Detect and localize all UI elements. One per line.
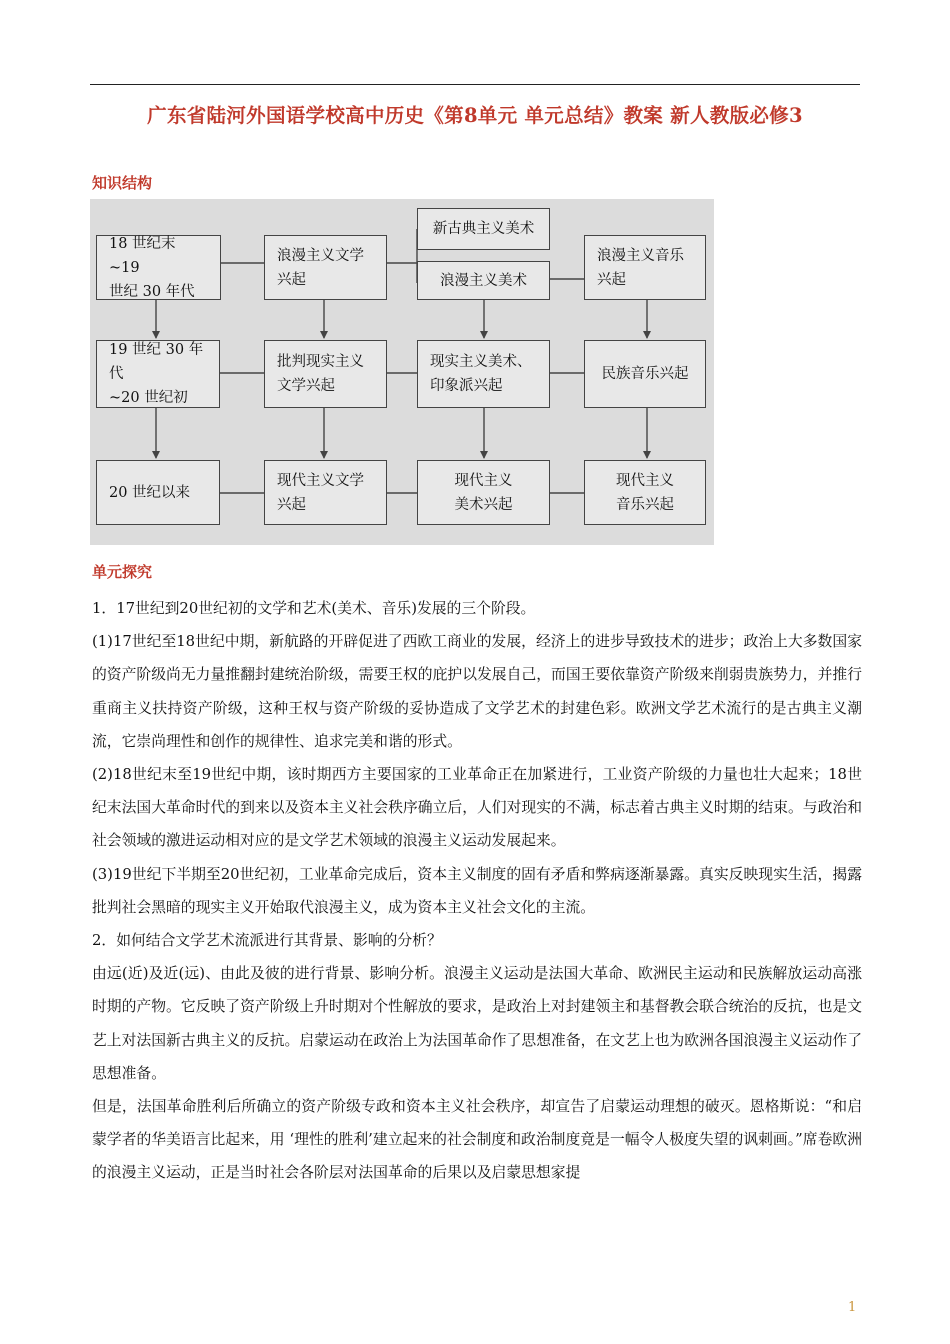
node-literature-critical-realism: 批判现实主义 文学兴起 bbox=[264, 340, 387, 408]
knowledge-structure-diagram bbox=[90, 199, 714, 545]
paragraph: 1．17世纪到20世纪初的文学和艺术(美术、音乐)发展的三个阶段。 bbox=[92, 600, 536, 617]
paragraph: 由远(近)及近(远)、由此及彼的进行背景、影响分析。浪漫主义运动是法国大革命、欧洲民主运动和民族解放运动高涨时期的产物。它反映了资产阶级上升时期对个性解放的要求，是政治上对封建领主和基督教会联合统治的反抗，也是文艺上对法国新古典主义的反抗。启蒙运动在政治上为法国革命作了思想准备，在文艺上也为欧洲各国浪漫主义运动作了思想准备。 bbox=[92, 965, 862, 1082]
node-art-neoclassicism: 新古典主义美术 bbox=[417, 208, 550, 250]
node-music-modernism: 现代主义 音乐兴起 bbox=[584, 460, 706, 525]
paragraph: 2．如何结合文学艺术流派进行其背景、影响的分析？ bbox=[92, 932, 442, 950]
section-heading-unit-exploration: 单元探究 bbox=[92, 563, 153, 581]
node-period-3: 20 世纪以来 bbox=[96, 460, 220, 525]
page-number: 1 bbox=[848, 1300, 857, 1315]
node-literature-modernism: 现代主义文学 兴起 bbox=[264, 460, 387, 525]
node-music-national: 民族音乐兴起 bbox=[584, 340, 706, 408]
node-art-romanticism: 浪漫主义美术 bbox=[417, 261, 550, 300]
header-rule bbox=[90, 84, 860, 85]
paragraph: (3)19世纪下半期至20世纪初，工业革命完成后，资本主义制度的固有矛盾和弊病逐渐暴露。真实反映现实生活，揭露批判社会黑暗的现实主义开始取代浪漫主义，成为资本主义社会文化的主流。 bbox=[92, 865, 862, 916]
paragraph: (2)18世纪末至19世纪中期，该时期西方主要国家的工业革命正在加紧进行，工业资产阶级的力量也壮大起来；18世纪末法国大革命时代的到来以及资本主义社会秩序确立后，人们对现实的不满，标志着古典主义时期的结束。与政治和社会领域的激进运动相对应的是文学艺术领域的浪漫主义运动发展起来。 bbox=[92, 766, 862, 850]
body-text bbox=[92, 592, 862, 1190]
node-period-2: 19 世纪 30 年代 ~20 世纪初 bbox=[96, 340, 220, 408]
document-title: 广东省陆河外国语学校高中历史《第8单元 单元总结》教案 新人教版必修3 bbox=[147, 104, 803, 127]
paragraph: (1)17世纪至18世纪中期，新航路的开辟促进了西欧工商业的发展，经济上的进步导致技术的进步；政治上大多数国家的资产阶级尚无力量推翻封建统治阶级，需要王权的庇护以发展自己，而国王要依靠资产阶级来削弱贵族势力，并推行重商主义扶持资产阶级，这种王权与资产阶级的妥协造成了文学艺术的封建色彩。欧洲文学艺术流行的是古典主义潮流，它崇尚理性和创作的规律性、追求完美和谐的形式。 bbox=[92, 633, 862, 750]
node-art-realism-impressionism: 现实主义美术、 印象派兴起 bbox=[417, 340, 550, 408]
section-heading-knowledge-structure: 知识结构 bbox=[92, 174, 153, 192]
paragraph: 但是，法国革命胜利后所确立的资产阶级专政和资本主义社会秩序，却宣告了启蒙运动理想的破灭。恩格斯说：“和启蒙学者的华美语言比起来，用 ‘理性的胜利’建立起来的社会制度和政治制度竟是一幅令人极度失望的讽刺画。”席卷欧洲的浪漫主义运动，正是当时社会各阶层对法国革命的后果以及启蒙思想家提 bbox=[92, 1098, 862, 1182]
node-art-modernism: 现代主义 美术兴起 bbox=[417, 460, 550, 525]
node-period-1: 18 世纪末 ~19 世纪 30 年代 bbox=[96, 235, 221, 300]
node-music-romanticism: 浪漫主义音乐 兴起 bbox=[584, 235, 706, 300]
node-literature-romanticism: 浪漫主义文学 兴起 bbox=[264, 235, 387, 300]
